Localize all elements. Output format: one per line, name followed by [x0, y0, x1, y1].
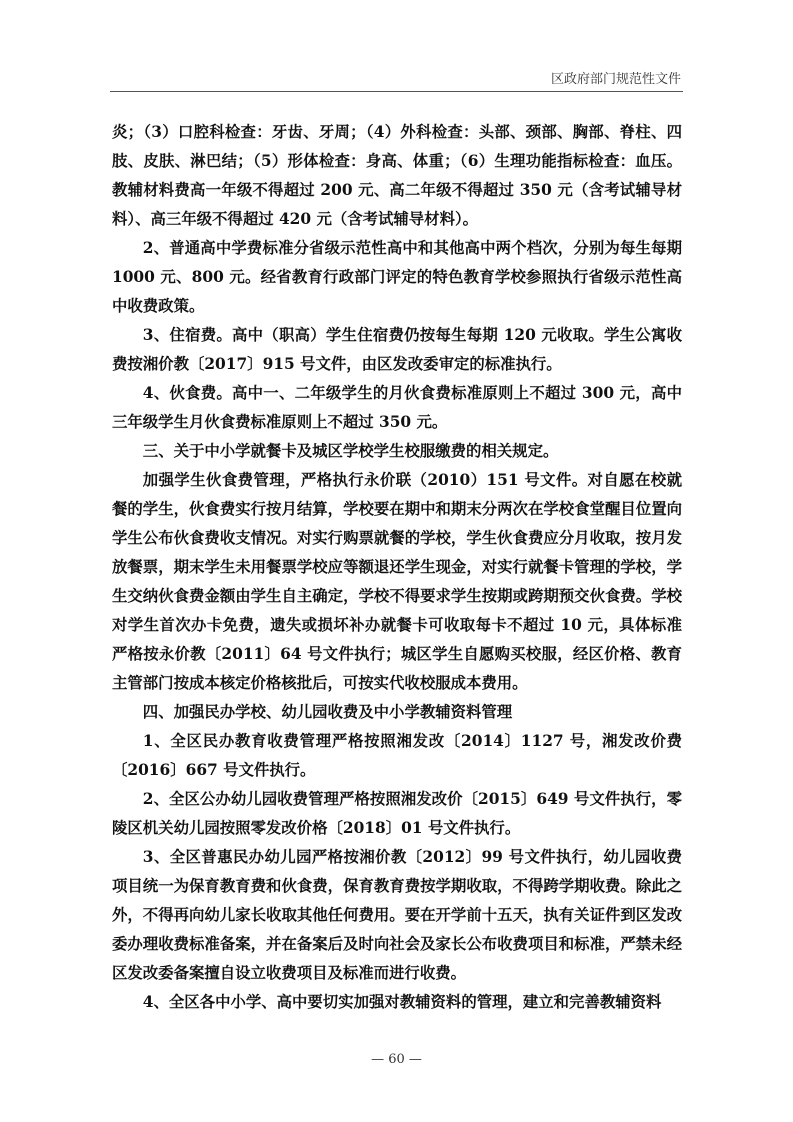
header-title: 区政府部门规范性文件: [550, 72, 681, 87]
paragraph-accommodation: 3、住宿费。高中（职高）学生住宿费仍按每生每期 120 元收取。学生公寓收费按湘价教〔2017〕915 号文件，由区发改委审定的标准执行。: [112, 326, 682, 373]
paragraph-meal-card: 加强学生伙食费管理，严格执行永价联（2010）151 号文件。对自愿在校就餐的学生，伙食费实行按月结算，学校要在期中和期末分两次在学校食堂醒目位置向学生公布伙食费收支情况。对实行购票就餐的学校，学生伙食费应分月收取，按月发放餐票，期末学生未用餐票学校应等额退还学生现金，对实行就餐卡管理的学校，学生交纳伙食费金额由学生自主确定，学校不得要求学生按期或跨期预交伙食费。学校对学生首次办卡免费，遗失或损坏补办就餐卡可收取每卡不超过 10 元，具体标准严格按永价教〔2011〕64 号文件执行；城区学生自愿购买校服，经区价格、教育主管部门按成本核定价格核批后，可按实代收校服成本费用。: [112, 471, 682, 692]
paragraph-tuition: 2、普通高中学费标准分省级示范性高中和其他高中两个档次，分别为每生每期 1000 元、800 元。经省教育行政部门评定的特色教育学校参照执行省级示范性高中收费政策。: [112, 239, 682, 315]
paragraph-meal-fee: 4、伙食费。高中一、二年级学生的月伙食费标准原则上不超过 300 元，高中三年级学生月伙食费标准原则上不超过 350 元。: [112, 384, 682, 431]
paragraph-continuation: 炎；（3）口腔科检查：牙齿、牙周；（4）外科检查：头部、颈部、胸部、脊柱、四肢、皮肤、淋巴结；（5）形体检查：身高、体重；（6）生理功能指标检查：血压。教辅材料费高一年级不得超过 200 元、高二年级不得超过 350 元（含考试辅导材料）、高三年级不得超过 420 元（含考试辅导材料）。: [112, 123, 682, 228]
paragraph-public-kindergarten: 2、全区公办幼儿园收费管理严格按照湘发改价〔2015〕649 号文件执行，零陵区机关幼儿园按照零发改价格〔2018〕01 号文件执行。: [112, 790, 682, 837]
header-divider: [110, 91, 683, 92]
paragraph-teaching-materials: 4、全区各中小学、高中要切实加强对教辅资料的管理，建立和完善教辅资料: [142, 993, 662, 1011]
section-heading-3: 三、关于中小学就餐卡及城区学校学生校服缴费的相关规定。: [142, 442, 559, 460]
paragraph-private-edu: 1、全区民办教育收费管理严格按照湘发改〔2014〕1127 号，湘发改价费〔2016〕667 号文件执行。: [112, 732, 682, 779]
page-number: — 60 —: [371, 1052, 422, 1067]
paragraph-private-kindergarten: 3、全区普惠民办幼儿园严格按湘价教〔2012〕99 号文件执行，幼儿园收费项目统一为保育教育费和伙食费，保育教育费按学期收取，不得跨学期收费。除此之外，不得再向幼儿家长收取其他任何费用。要在开学前十五天，执有关证件到区发改委办理收费标准备案，并在备案后及时向社会及家长公布收费项目和标准，严禁未经区发改委备案擅自设立收费项目及标准而进行收费。: [112, 848, 682, 982]
section-heading-4: 四、加强民办学校、幼儿园收费及中小学教辅资料管理: [142, 703, 513, 721]
document-body: [112, 118, 682, 1017]
